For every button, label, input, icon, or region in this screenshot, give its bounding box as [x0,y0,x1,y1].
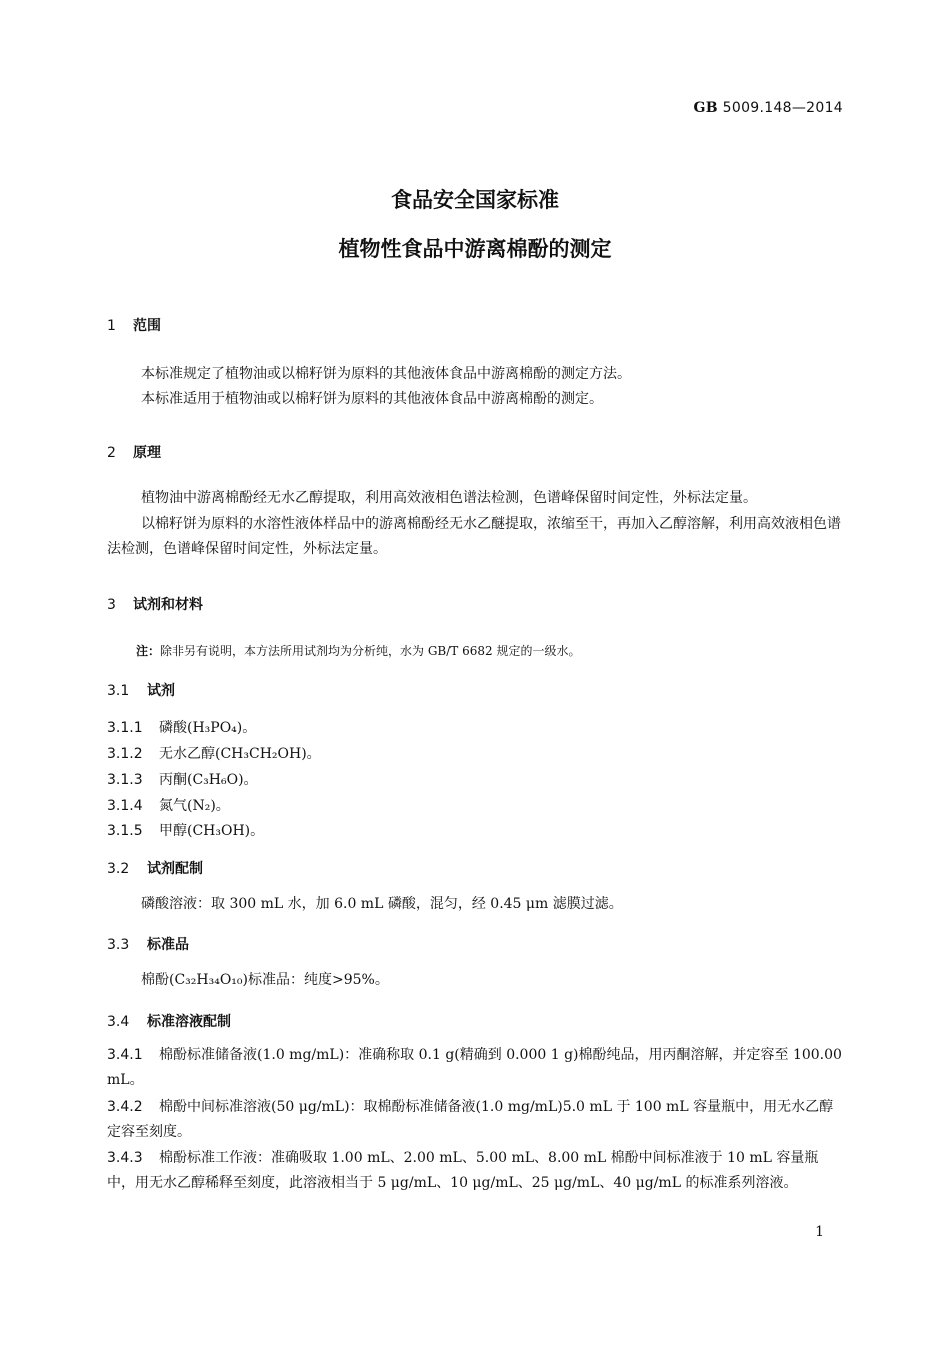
item-text: 氮气(N₂)。 [159,798,230,814]
section-2-heading [107,442,161,462]
section-number: 3.1 [107,683,130,699]
clause-number: 3.4.3 [107,1150,143,1166]
clause-text: 棉酚标准储备液(1.0 mg/mL)：准确称取 0.1 g(精确到 0.000 1 g)棉酚纯品，用丙酮溶解，并定容至 100.00 mL。 [107,1047,842,1088]
item-number: 3.1.2 [107,746,143,762]
clause-text: 棉酚中间标准溶液(50 μg/mL)：取棉酚标准储备液(1.0 mg/mL)5.0 mL 于 100 mL 容量瓶中，用无水乙醇定容至刻度。 [107,1099,834,1140]
section-1-heading [107,315,161,335]
section-3-2-heading [107,858,203,878]
document-code [694,100,844,116]
reagent-item [107,769,258,789]
clause-number: 3.4.2 [107,1099,143,1115]
note-text: 除非另有说明，本方法所用试剂均为分析纯，水为 GB/T 6682 规定的一级水。 [160,644,581,658]
section-1-paragraph-1: 本标准规定了植物油或以棉籽饼为原料的其他液体食品中游离棉酚的测定方法。 [141,366,631,382]
clause-3-4-3 [107,1146,844,1196]
section-number: 3.2 [107,861,130,877]
document-title-line1: 食品安全国家标准 [391,188,559,212]
item-number: 3.1.4 [107,798,143,814]
item-text: 磷酸(H₃PO₄)。 [159,720,257,736]
section-3-3-heading [107,934,189,954]
section-3-3-paragraph: 棉酚(C₃₂H₃₄O₁₀)标准品：纯度>95%。 [141,972,389,988]
reagent-item [107,820,264,840]
reagent-item [107,743,321,763]
section-title: 原理 [133,445,161,461]
section-title: 标准品 [147,937,189,953]
section-number: 2 [107,445,116,461]
standard-prefix: GB [693,100,718,116]
section-number: 3.4 [107,1014,130,1030]
item-text: 无水乙醇(CH₃CH₂OH)。 [159,746,321,762]
section-3-note [136,642,580,659]
section-3-4-heading [107,1011,231,1031]
item-number: 3.1.1 [107,720,143,736]
clause-3-4-2 [107,1095,844,1145]
section-number: 3.3 [107,937,130,953]
clause-number: 3.4.1 [107,1047,143,1063]
section-3-2-paragraph: 磷酸溶液：取 300 mL 水，加 6.0 mL 磷酸，混匀，经 0.45 μm 滤膜过滤。 [141,896,623,912]
reagent-item [107,717,256,737]
note-label: 注： [136,644,161,658]
clause-text: 棉酚标准工作液：准确吸取 1.00 mL、2.00 mL、5.00 mL、8.00 mL 棉酚中间标准液于 10 mL 容量瓶中，用无水乙醇稀释至刻度，此溶液相当于 5 μg/mL、10 μg/mL、25 μg/mL、40 μg/mL 的标准系列溶液。 [107,1150,819,1191]
section-number: 3 [107,597,116,613]
section-title: 标准溶液配制 [147,1014,231,1030]
standard-number: 5009.148—2014 [722,100,843,116]
section-title: 试剂配制 [147,861,203,877]
section-title: 范围 [133,318,161,334]
section-number: 1 [107,318,116,334]
clause-3-4-1 [107,1043,844,1093]
page-number: 1 [815,1224,824,1240]
section-2-paragraph-2: 以棉籽饼为原料的水溶性液体样品中的游离棉酚经无水乙醚提取，浓缩至干，再加入乙醇溶解，利用高效液相色谱法检测，色谱峰保留时间定性，外标法定量。 [107,516,841,557]
item-number: 3.1.5 [107,823,143,839]
section-2-paragraph-1: 植物油中游离棉酚经无水乙醇提取，利用高效液相色谱法检测，色谱峰保留时间定性，外标法定量。 [141,490,757,506]
item-text: 丙酮(C₃H₆O)。 [159,772,258,788]
section-title: 试剂 [147,683,175,699]
item-text: 甲醇(CH₃OH)。 [159,823,265,839]
section-3-heading [107,594,203,614]
document-title-line2: 植物性食品中游离棉酚的测定 [338,237,612,261]
item-number: 3.1.3 [107,772,143,788]
section-title: 试剂和材料 [133,597,203,613]
section-3-1-heading [107,680,175,700]
section-1-paragraph-2: 本标准适用于植物油或以棉籽饼为原料的其他液体食品中游离棉酚的测定。 [141,391,603,407]
reagent-item [107,795,230,815]
